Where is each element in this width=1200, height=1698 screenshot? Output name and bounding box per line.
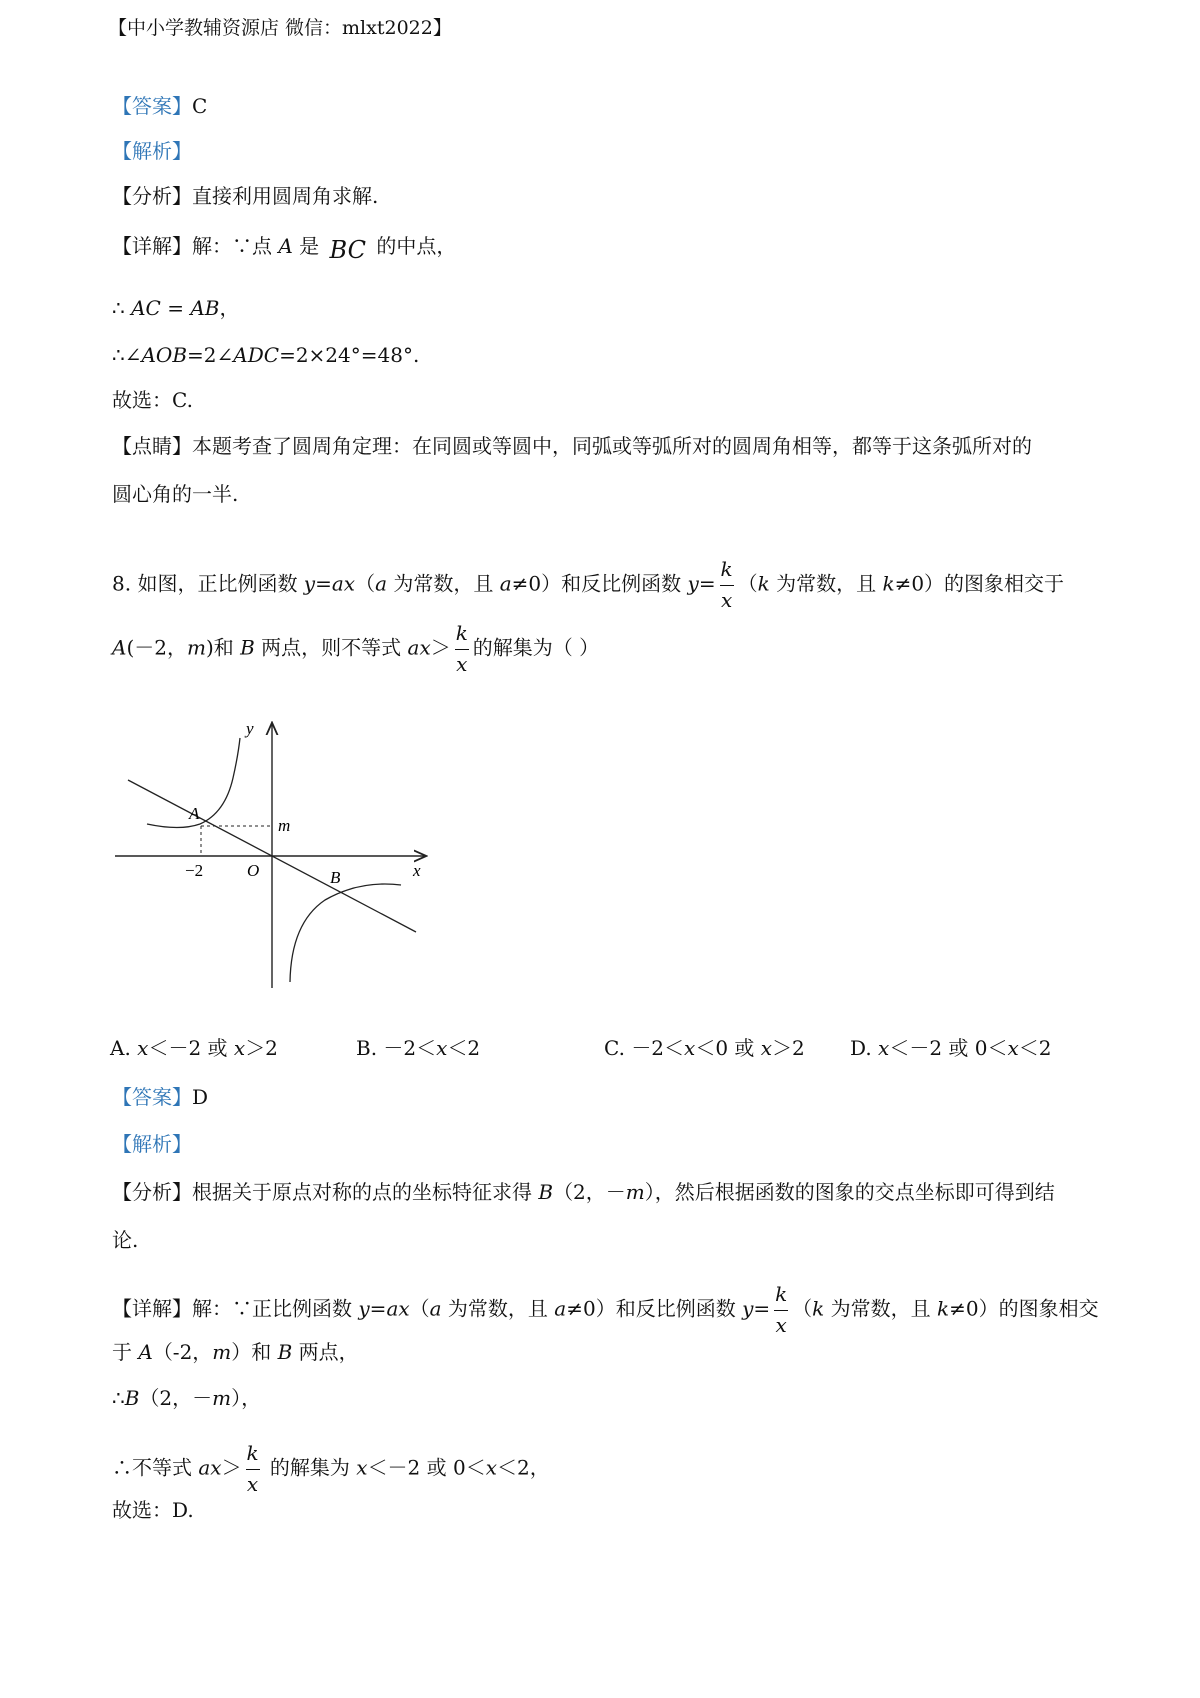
q7-answer-line — [112, 92, 207, 120]
fraction-k-over-x: $\frac{k}{x}$ — [720, 557, 733, 612]
q7-analysis-tag: 【解析】 — [112, 139, 192, 163]
point-a-label: A — [189, 804, 200, 823]
q7-xiangjie: 【详解】解：∵点 A 是 BC 的中点， — [112, 234, 457, 264]
q8-stem-line2: A(－2，m)和 B 两点，则不等式 ax＞ $\frac{k}{x}$ 的解集为（ ） — [112, 621, 600, 676]
x-axis-label: x — [413, 861, 421, 880]
fraction-k-over-x: $\frac{k}{x}$ — [455, 621, 468, 676]
hyperbola-branch-right — [290, 884, 401, 982]
q8-choose: 故选：D. — [112, 1498, 194, 1522]
arc-bc: BC — [329, 236, 366, 264]
option-a[interactable]: A. x＜－2 或 x＞2 — [110, 1036, 278, 1060]
q7-dianjing: 【点睛】本题考查了圆周角定理：在同圆或等圆中，同弧或等弧所对的圆周角相等，都等于这条弧所对的 — [112, 434, 1032, 458]
answer-tag: 【答案】 — [112, 94, 192, 118]
option-c[interactable]: C. －2＜x＜0 或 x＞2 — [604, 1036, 805, 1060]
y-axis-label: y — [246, 719, 254, 738]
answer-value: C — [192, 94, 208, 118]
q8-xiangjie-4: ∴不等式 ax＞ $\frac{k}{x}$ 的解集为 x＜－2 或 0＜x＜2， — [112, 1441, 550, 1496]
option-d[interactable]: D. x＜－2 或 0＜x＜2 — [850, 1036, 1052, 1060]
option-b[interactable]: B. －2＜x＜2 — [356, 1036, 481, 1060]
q8-stem-line1: 8. 如图，正比例函数 y=ax（a 为常数，且 a≠0）和反比例函数 y= $\frac{k}{x}$ （k 为常数，且 k≠0）的图象相交于 — [112, 557, 1065, 612]
q8-answer-line: 【答案】D — [112, 1085, 209, 1109]
function-graph — [105, 718, 435, 998]
q8-fenxi: 【分析】根据关于原点对称的点的坐标特征求得 B（2，－m），然后根据函数的图象的交点坐标即可得到结 — [112, 1180, 1055, 1204]
page-header: 【中小学教辅资源店 微信：mlxt2022】 — [108, 17, 452, 39]
q7-fenxi: 【分析】直接利用圆周角求解. — [112, 184, 379, 208]
q8-fenxi-2: 论. — [112, 1228, 139, 1252]
q8-analysis-tag: 【解析】 — [112, 1132, 192, 1156]
q7-step2: ∴∠AOB=2∠ADC=2×24°=48°. — [112, 343, 420, 367]
q7-step1: ∴ AC = AB， — [112, 296, 240, 320]
q7-dianjing-2: 圆心角的一半. — [112, 482, 239, 506]
neg2-label: −2 — [185, 861, 204, 880]
origin-label: O — [247, 861, 260, 880]
fraction-k-over-x: $\frac{k}{x}$ — [246, 1441, 259, 1496]
point-b-label: B — [330, 868, 341, 887]
m-label: m — [278, 816, 291, 835]
q7-choose: 故选：C. — [112, 388, 193, 412]
q8-xiangjie-3: ∴B（2，－m）， — [112, 1386, 262, 1410]
q8-xiangjie-2: 于 A（-2，m）和 B 两点， — [112, 1340, 359, 1364]
fraction-k-over-x: $\frac{k}{x}$ — [775, 1282, 788, 1337]
q8-xiangjie: 【详解】解：∵正比例函数 y=ax（a 为常数，且 a≠0）和反比例函数 y= $\frac{k}{x}$ （k 为常数，且 k≠0）的图象相交 — [112, 1282, 1099, 1337]
